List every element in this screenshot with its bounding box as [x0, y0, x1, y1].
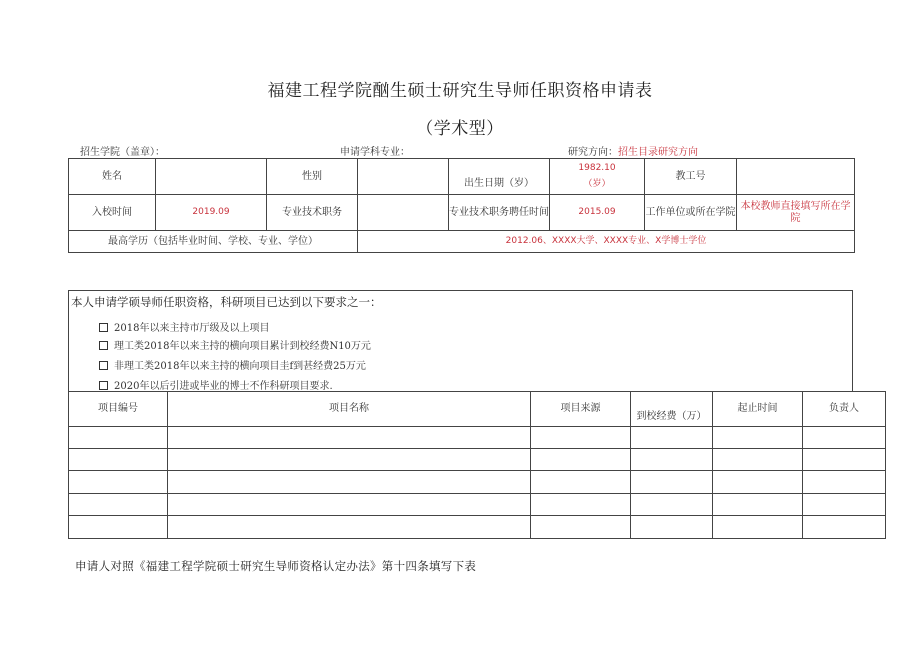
checkbox[interactable] [99, 341, 108, 350]
title-label: 专业技术职务 [267, 195, 358, 231]
birth-label: 出生日期（岁） [449, 159, 550, 195]
entry-value[interactable]: 2019.09 [156, 195, 267, 231]
direction-field [568, 143, 698, 158]
gender-label: 性别 [267, 159, 358, 195]
checkbox[interactable] [99, 361, 108, 370]
col-period: 起止时间 [713, 392, 803, 427]
requirements-heading: 本人申请学硕导师任职资格，科研项目已达到以下要求之一： [71, 295, 382, 309]
requirement-item[interactable]: 2018年以来主持市厅级及以上项目 [99, 319, 269, 334]
staff-id-label: 教工号 [645, 159, 737, 195]
name-value[interactable] [156, 159, 267, 195]
requirement-item[interactable]: 2020年以后引进或毕业的博士不作科研项目要求. [99, 377, 333, 392]
name-label: 姓名 [69, 159, 156, 195]
checkbox[interactable] [99, 381, 108, 390]
footer-note: 申请人对照《福建工程学院硕士研究生导师资格认定办法》第十四条填写下表 [75, 559, 477, 573]
edu-label: 最高学历（包括毕业时间、学校、专业、学位） [69, 231, 358, 253]
table-row [69, 494, 886, 516]
birth-age: （岁） [583, 179, 611, 189]
staff-id-value[interactable] [737, 159, 855, 195]
table-row [69, 516, 886, 539]
table-row [69, 449, 886, 471]
table-row [69, 471, 886, 494]
appoint-value[interactable]: 2015.09 [550, 195, 645, 231]
col-leader: 负责人 [803, 392, 886, 427]
edu-value[interactable]: 2012.06、XXXX大学、XXXX专业、X学博士学位 [358, 231, 855, 253]
direction-value: 招生目录研究方向 [618, 147, 698, 158]
form-subtitle: （学术型） [416, 119, 504, 139]
entry-label: 入校时间 [69, 195, 156, 231]
requirement-item[interactable]: 理工类2018年以来主持的横向项目累计到校经费N10万元 [99, 337, 371, 352]
col-project-id: 项目编号 [69, 392, 168, 427]
unit-label: 工作单位或所在学院 [645, 195, 737, 231]
checkbox[interactable] [99, 323, 108, 332]
gender-value[interactable] [358, 159, 449, 195]
direction-label: 研究方向： [568, 147, 618, 158]
unit-value[interactable]: 本校教师直接填写所在学院 [737, 195, 855, 231]
college-label: 招生学院（盖章）： [80, 147, 165, 158]
table-row [69, 427, 886, 449]
form-title: 福建工程学院酗生硕士研究生导师任职资格申请表 [267, 81, 653, 101]
subject-label: 申请学科专业： [340, 147, 410, 158]
birth-value: 1982.10 [578, 163, 616, 174]
basic-info-table [68, 158, 855, 253]
requirement-item[interactable]: 非理工类2018年以来主持的横向项目圭f到甚经费25万元 [99, 357, 366, 372]
col-project-source: 项目来源 [531, 392, 631, 427]
appoint-label: 专业技术职务聘任时间 [449, 195, 550, 231]
title-value[interactable] [358, 195, 449, 231]
col-funding: 到校经费（万） [631, 392, 713, 427]
requirements-box [68, 290, 853, 392]
project-table [68, 391, 886, 539]
birth-value-cell[interactable] [550, 159, 645, 195]
col-project-name: 项目名称 [168, 392, 531, 427]
